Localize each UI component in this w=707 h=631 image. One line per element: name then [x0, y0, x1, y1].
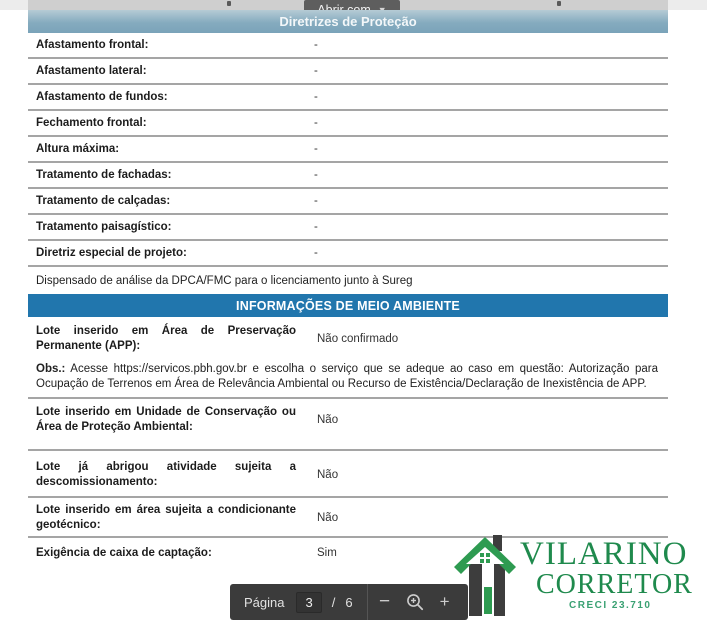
pdf-toolbar: [230, 584, 468, 620]
row-label: Altura máxima:: [36, 143, 120, 155]
page-label: Página: [244, 594, 285, 610]
page-total: 6: [345, 594, 353, 610]
table-row: [28, 33, 668, 59]
row-value: -: [314, 117, 318, 129]
row-value: -: [314, 247, 318, 259]
row-value: Não confirmado: [317, 332, 399, 345]
row-value: -: [314, 195, 318, 207]
table-row: [28, 137, 668, 163]
vilarino-watermark: [452, 531, 704, 621]
obs-text: Acesse https://servicos.pbh.gov.br e escolha o serviço que se adeque ao caso em questão: Autorização para Ocupação de Terrenos em Área de Relevância Ambiental ou Recurso de Existência/Declaração de Inexistência de APP.: [36, 363, 658, 390]
row-value: -: [314, 91, 318, 103]
zoom-in-button[interactable]: +: [439, 592, 450, 611]
row-label: Afastamento frontal:: [36, 39, 149, 51]
row-label: Lote inserido em área sujeita a condicionante geotécnico:: [36, 504, 296, 531]
brand-name: VILARINO: [520, 536, 688, 572]
table-row: [28, 317, 668, 359]
row-label: Lote inserido em Unidade de Conservação ou Área de Proteção Ambiental:: [36, 406, 296, 433]
row-value: -: [314, 143, 318, 155]
row-label: Tratamento de calçadas:: [36, 195, 171, 207]
table-row: [28, 215, 668, 241]
row-value: Não: [317, 511, 339, 524]
section2-title: INFORMAÇÕES DE MEIO AMBIENTE: [236, 298, 460, 313]
table-row: [28, 399, 668, 451]
row-label: Lote inserido em Área de Preservação Permanente (APP):: [36, 325, 296, 352]
table-row: [28, 85, 668, 111]
row-label: Tratamento paisagístico:: [36, 221, 172, 233]
row-label: Lote já abrigou atividade sujeita a descomissionamento:: [36, 461, 296, 488]
dispensa-note: Dispensado de análise da DPCA/FMC para o licenciamento junto à Sureg: [36, 274, 413, 287]
row-value: -: [314, 221, 318, 233]
table-row: [28, 451, 668, 498]
pdf-page: [28, 10, 668, 561]
magnifier-plus-icon: [405, 592, 425, 612]
row-value: -: [314, 169, 318, 181]
row-label: Diretriz especial de projeto:: [36, 247, 187, 259]
table-row: [28, 241, 668, 267]
page-separator: /: [331, 594, 336, 610]
brand-subtitle: CORRETOR: [536, 569, 693, 600]
obs-prefix: Obs.:: [36, 363, 66, 375]
cutoff-text-mark: [227, 1, 231, 6]
row-label: Fechamento frontal:: [36, 117, 147, 129]
row-value: Sim: [317, 547, 337, 560]
row-label: Tratamento de fachadas:: [36, 169, 172, 181]
section-header-meio-ambiente: [28, 294, 668, 317]
row-value: Não: [317, 413, 339, 426]
section1-title: Diretrizes de Proteção: [279, 14, 417, 29]
creci-number: CRECI 23.710: [569, 600, 652, 611]
toolbar-divider: [367, 584, 368, 620]
obs-paragraph: [28, 359, 668, 399]
zoom-out-button[interactable]: −: [379, 591, 391, 612]
table-row: [28, 111, 668, 137]
row-value: -: [314, 39, 318, 51]
row-value: -: [314, 65, 318, 77]
row-label: Afastamento de fundos:: [36, 91, 168, 103]
table-row: [28, 189, 668, 215]
table-row: [28, 59, 668, 85]
section-header-diretrizes-protecao: [28, 10, 668, 33]
cutoff-text-mark: [557, 1, 561, 6]
page-number-input[interactable]: 3: [296, 592, 321, 613]
row-value: Não: [317, 468, 339, 481]
row-label: Exigência de caixa de captação:: [36, 547, 212, 559]
row-label: Afastamento lateral:: [36, 65, 147, 77]
zoom-magnifier-button[interactable]: [400, 584, 430, 620]
table-row: [28, 163, 668, 189]
